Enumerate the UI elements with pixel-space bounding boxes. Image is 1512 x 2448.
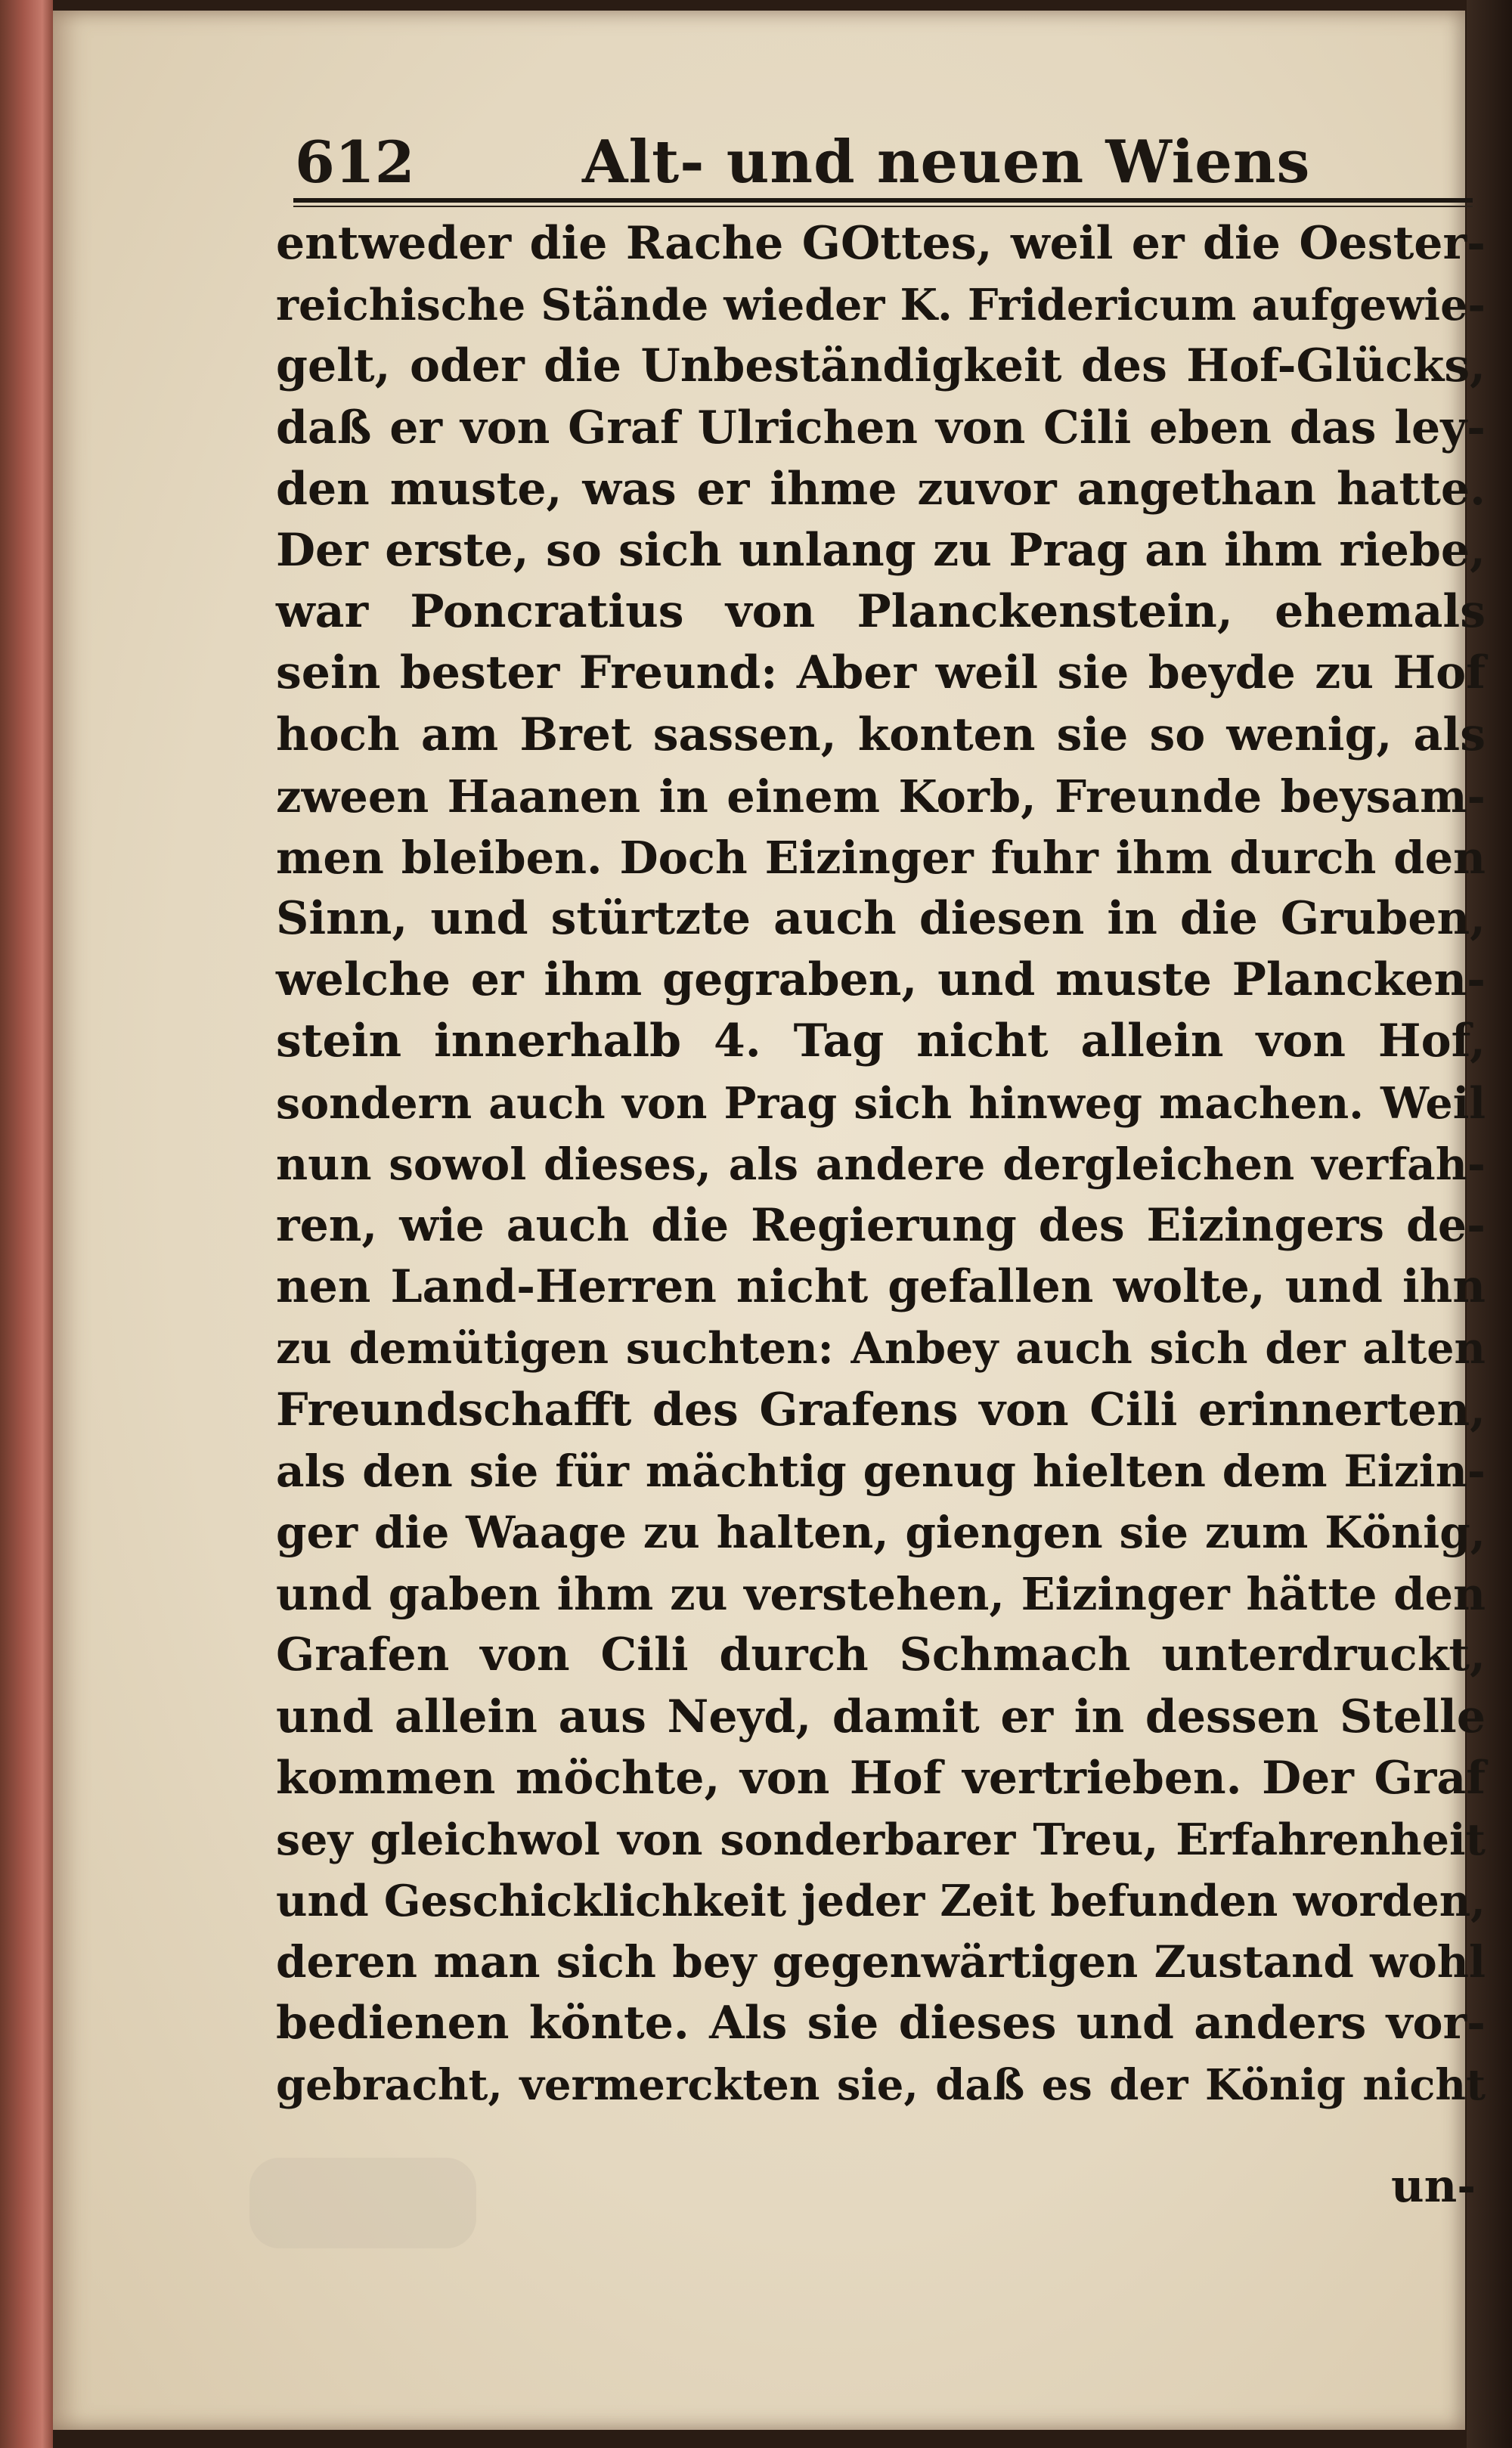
text-line: war Poncratius von Planckenstein, ehemals	[276, 585, 1486, 639]
text-line: den muste, was er ihme zuvor angethan hatte.	[276, 462, 1486, 516]
text-line: Grafen von Cili durch Schmach unterdruckt,	[276, 1628, 1486, 1682]
text-line: sondern auch von Prag sich hinweg machen. Weil	[276, 1077, 1486, 1129]
text-line: und gaben ihm zu verstehen, Eizinger hätte den	[276, 1568, 1486, 1621]
text-line: sein bester Freund: Aber weil sie beyde zu Hof	[276, 646, 1486, 700]
text-line: entweder die Rache GOttes, weil er die Oester-	[276, 217, 1486, 270]
text-line: nun sowol dieses, als andere dergleichen verfah-	[276, 1138, 1486, 1190]
text-line: stein innerhalb 4. Tag nicht allein von Hof,	[276, 1015, 1486, 1068]
text-line: ren, wie auch die Regierung des Eizingers de-	[276, 1199, 1486, 1252]
book-binding-edge	[0, 0, 53, 2448]
body-text	[276, 213, 1486, 2116]
header-rule	[293, 198, 1473, 203]
text-line: Sinn, und stürtzte auch diesen in die Gruben,	[276, 892, 1486, 946]
catchword: un-	[1391, 2160, 1476, 2213]
text-line: hoch am Bret sassen, konten sie so wenig, als	[276, 708, 1486, 761]
ink-show-through	[249, 2158, 476, 2248]
page-number: 612	[295, 129, 415, 196]
text-line: gebracht, vermerckten sie, daß es der König nicht	[276, 2059, 1486, 2110]
text-line: Der erste, so sich unlang zu Prag an ihm riebe,	[276, 523, 1486, 577]
text-line: nen Land-Herren nicht gefallen wolte, und ihn	[276, 1260, 1486, 1314]
text-line: men bleiben. Doch Eizinger fuhr ihm durch den	[276, 831, 1486, 884]
running-head: Alt- und neuen Wiens	[582, 128, 1311, 197]
text-line: zu demütigen suchten: Anbey auch sich der alten	[276, 1323, 1486, 1374]
page-header	[295, 121, 1474, 204]
text-line: reichische Stände wieder K. Fridericum aufgewie-	[276, 280, 1486, 331]
text-line: gelt, oder die Unbeständigkeit des Hof-Glücks,	[276, 339, 1486, 393]
text-line: bedienen könte. Als sie dieses und anders vor-	[276, 1997, 1486, 2050]
text-line: und allein aus Neyd, damit er in dessen Stelle	[276, 1690, 1486, 1743]
text-line: sey gleichwol von sonderbarer Treu, Erfahrenheit	[276, 1814, 1486, 1865]
text-line: und Geschicklichkeit jeder Zeit befunden worden,	[276, 1876, 1486, 1927]
text-line: deren man sich bey gegenwärtigen Zustand wohl	[276, 1936, 1486, 1988]
text-line: kommen möchte, von Hof vertrieben. Der Graf	[276, 1751, 1486, 1805]
text-line: als den sie für mächtig genug hielten dem Eizin-	[276, 1445, 1486, 1497]
text-line: daß er von Graf Ulrichen von Cili eben das ley-	[276, 401, 1486, 454]
text-line: welche er ihm gegraben, und muste Plancken-	[276, 953, 1486, 1007]
header-rule-thin	[293, 206, 1473, 207]
text-line: Freundschafft des Grafens von Cili erinnerten,	[276, 1383, 1486, 1436]
text-line: ger die Waage zu halten, giengen sie zum König,	[276, 1506, 1486, 1558]
text-line: zween Haanen in einem Korb, Freunde beysam-	[276, 770, 1486, 823]
